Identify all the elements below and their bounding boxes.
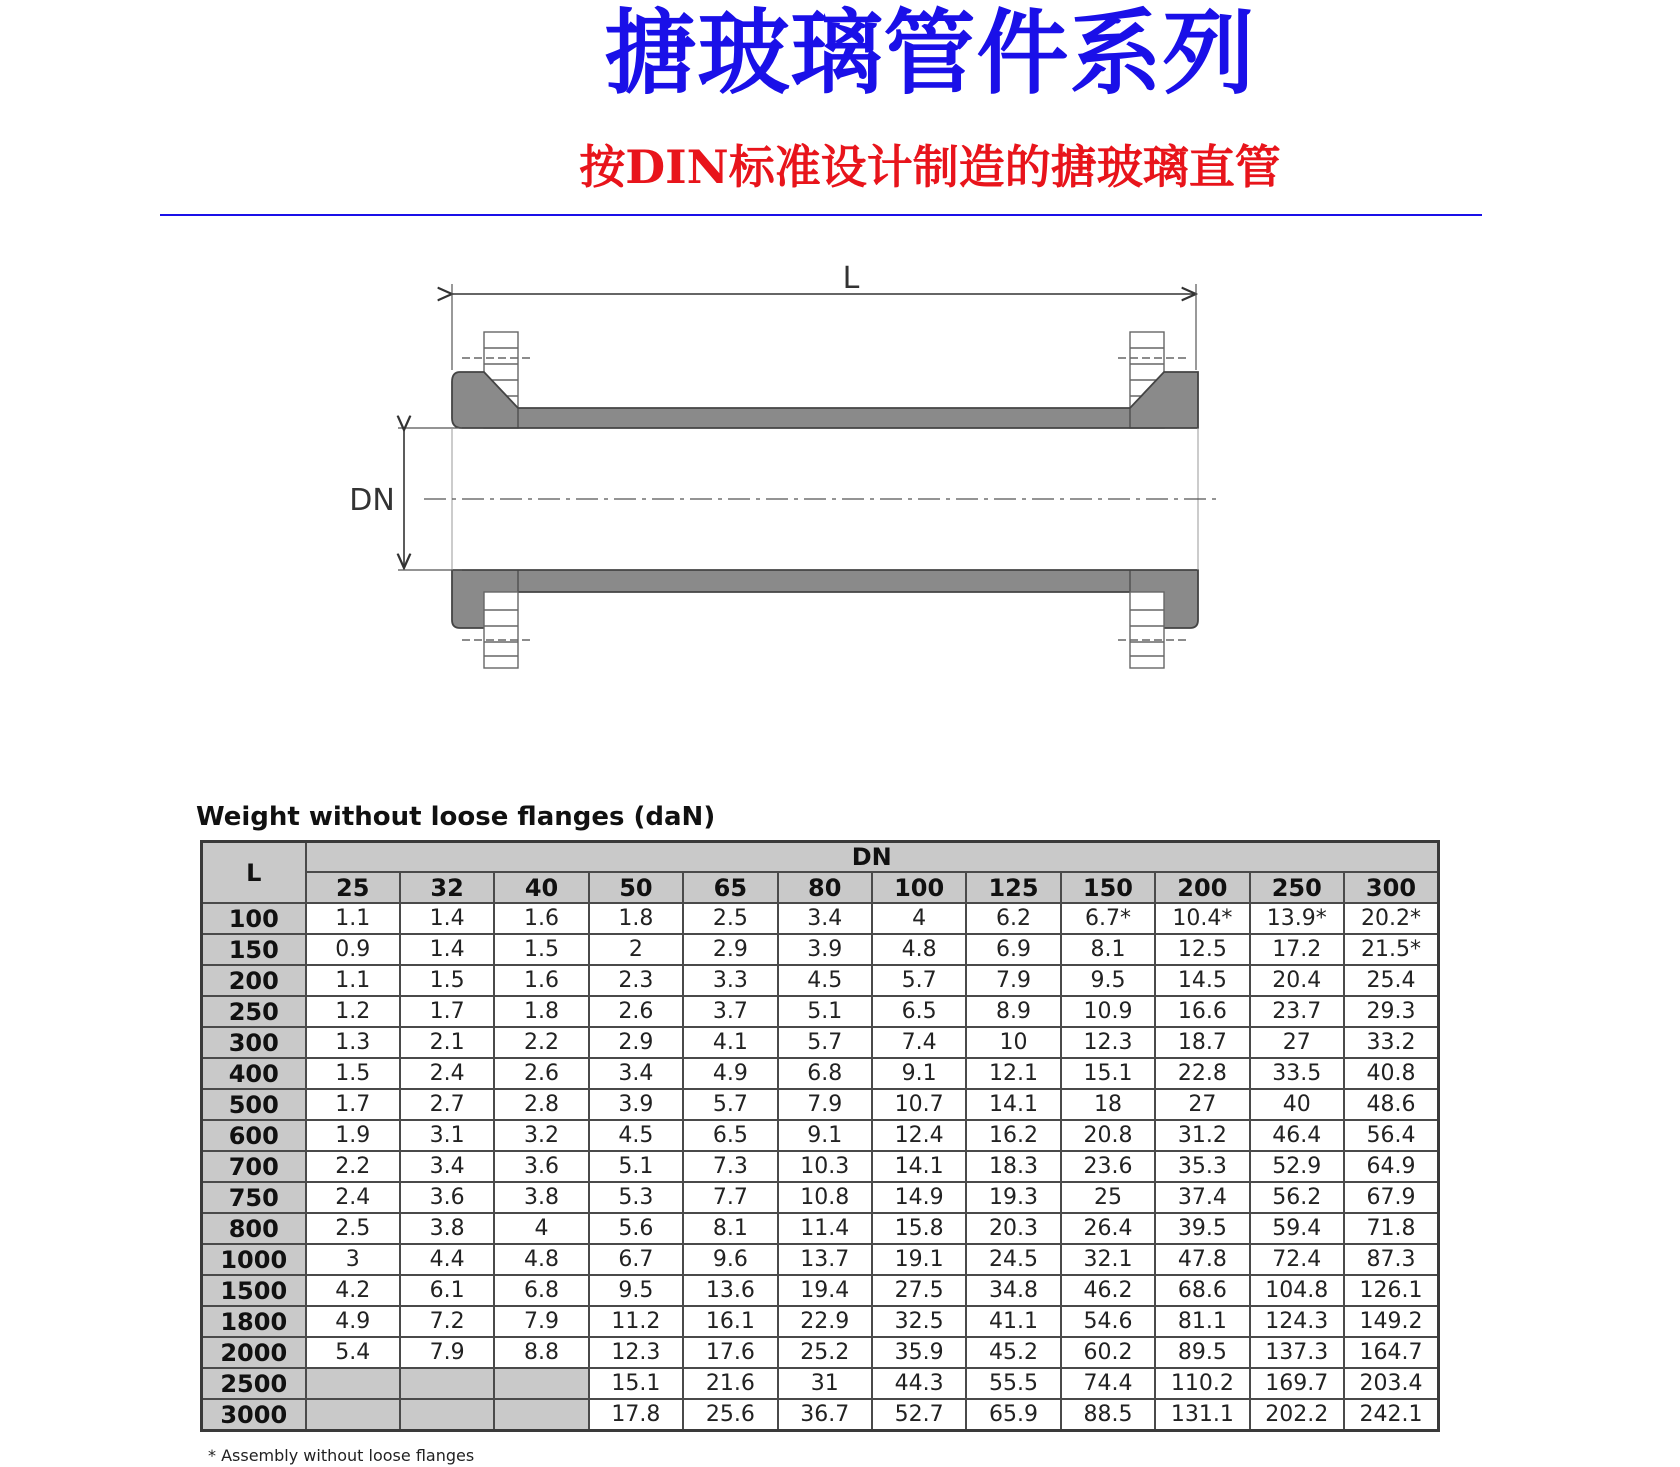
- table-row: [202, 965, 1439, 996]
- weight-cell: 10: [966, 1027, 1060, 1058]
- weight-cell: 46.2: [1061, 1275, 1155, 1306]
- weight-cell: 4.8: [494, 1244, 588, 1275]
- weight-cell: 2.8: [494, 1089, 588, 1120]
- weight-cell: 16.1: [683, 1306, 777, 1337]
- weight-cell: 67.9: [1344, 1182, 1439, 1213]
- weight-cell: 2.2: [306, 1151, 400, 1182]
- weight-cell: 16.6: [1155, 996, 1249, 1027]
- weight-cell: 54.6: [1061, 1306, 1155, 1337]
- weight-cell: 40.8: [1344, 1058, 1439, 1089]
- weight-cell: 3.4: [778, 903, 872, 934]
- weight-cell: 65.9: [966, 1399, 1060, 1431]
- weight-cell: 4: [494, 1213, 588, 1244]
- weight-cell: 2.1: [400, 1027, 494, 1058]
- weight-cell: 21.6: [683, 1368, 777, 1399]
- weight-cell: 4.5: [778, 965, 872, 996]
- weight-cell: 35.3: [1155, 1151, 1249, 1182]
- weight-cell: 6.7: [589, 1244, 683, 1275]
- weight-cell: 124.3: [1250, 1306, 1344, 1337]
- dn-column-header: 25: [306, 872, 400, 903]
- weight-cell: 6.1: [400, 1275, 494, 1306]
- row-length-cell: 1000: [202, 1244, 306, 1275]
- weight-cell: 1.9: [306, 1120, 400, 1151]
- row-length-cell: 750: [202, 1182, 306, 1213]
- weight-cell: 3.3: [683, 965, 777, 996]
- weight-cell: 14.9: [872, 1182, 966, 1213]
- weight-cell: 1.8: [589, 903, 683, 934]
- weight-cell: 7.2: [400, 1306, 494, 1337]
- weight-cell: 12.4: [872, 1120, 966, 1151]
- weight-cell: 25.2: [778, 1337, 872, 1368]
- weight-cell: 23.6: [1061, 1151, 1155, 1182]
- weight-cell: 88.5: [1061, 1399, 1155, 1431]
- weight-cell: 3.8: [400, 1213, 494, 1244]
- weight-cell: 5.6: [589, 1213, 683, 1244]
- table-row: [202, 1089, 1439, 1120]
- weight-cell: 71.8: [1344, 1213, 1439, 1244]
- weight-cell: 6.2: [966, 903, 1060, 934]
- weight-cell: 32.1: [1061, 1244, 1155, 1275]
- weight-cell: 10.3: [778, 1151, 872, 1182]
- weight-cell: 3.4: [400, 1151, 494, 1182]
- row-length-cell: 600: [202, 1120, 306, 1151]
- dn-column-header: 125: [966, 872, 1060, 903]
- weight-cell: 8.8: [494, 1337, 588, 1368]
- dn-column-headers: [202, 872, 1439, 903]
- empty-cell: [400, 1399, 494, 1431]
- row-length-cell: 2000: [202, 1337, 306, 1368]
- weight-cell: 18.7: [1155, 1027, 1249, 1058]
- weight-cell: 7.9: [966, 965, 1060, 996]
- weight-cell: 4.2: [306, 1275, 400, 1306]
- weight-cell: 18: [1061, 1089, 1155, 1120]
- weight-cell: 47.8: [1155, 1244, 1249, 1275]
- weight-cell: 33.5: [1250, 1058, 1344, 1089]
- table-row: [202, 1244, 1439, 1275]
- weight-cell: 2.5: [683, 903, 777, 934]
- row-length-cell: 800: [202, 1213, 306, 1244]
- page-title: 搪玻璃管件系列: [604, 0, 1256, 107]
- weight-cell: 1.4: [400, 934, 494, 965]
- weight-cell: 2.6: [494, 1058, 588, 1089]
- weight-cell: 2: [589, 934, 683, 965]
- dn-column-header: 50: [589, 872, 683, 903]
- weight-cell: 21.5*: [1344, 934, 1439, 965]
- row-length-cell: 1800: [202, 1306, 306, 1337]
- weight-cell: 3.1: [400, 1120, 494, 1151]
- weight-cell: 81.1: [1155, 1306, 1249, 1337]
- weight-cell: 44.3: [872, 1368, 966, 1399]
- weight-cell: 2.9: [683, 934, 777, 965]
- weight-cell: 27: [1250, 1027, 1344, 1058]
- weight-cell: 22.8: [1155, 1058, 1249, 1089]
- weight-cell: 4.9: [683, 1058, 777, 1089]
- weight-cell: 14.5: [1155, 965, 1249, 996]
- weight-cell: 4.5: [589, 1120, 683, 1151]
- weight-cell: 12.5: [1155, 934, 1249, 965]
- weight-cell: 5.7: [683, 1089, 777, 1120]
- weight-cell: 17.6: [683, 1337, 777, 1368]
- weight-cell: 2.5: [306, 1213, 400, 1244]
- table-caption: Weight without loose flanges (daN): [196, 802, 716, 832]
- table-row: [202, 934, 1439, 965]
- table-row: [202, 1337, 1439, 1368]
- empty-cell: [306, 1399, 400, 1431]
- weight-cell: 104.8: [1250, 1275, 1344, 1306]
- weight-cell: 2.9: [589, 1027, 683, 1058]
- empty-cell: [494, 1399, 588, 1431]
- weight-cell: 2.2: [494, 1027, 588, 1058]
- weight-cell: 4.8: [872, 934, 966, 965]
- weight-cell: 9.5: [1061, 965, 1155, 996]
- weight-cell: 1.2: [306, 996, 400, 1027]
- weight-cell: 14.1: [872, 1151, 966, 1182]
- dn-column-header: 80: [778, 872, 872, 903]
- weight-cell: 8.1: [683, 1213, 777, 1244]
- row-length-cell: 400: [202, 1058, 306, 1089]
- empty-cell: [494, 1368, 588, 1399]
- table-row: [202, 1368, 1439, 1399]
- table-row: [202, 1120, 1439, 1151]
- weight-cell: 37.4: [1155, 1182, 1249, 1213]
- weight-cell: 15.1: [1061, 1058, 1155, 1089]
- weight-cell: 19.1: [872, 1244, 966, 1275]
- weight-cell: 10.8: [778, 1182, 872, 1213]
- row-header-cell: L: [202, 842, 306, 904]
- dn-column-header: 250: [1250, 872, 1344, 903]
- weight-cell: 3: [306, 1244, 400, 1275]
- weight-cell: 7.9: [494, 1306, 588, 1337]
- dn-column-header: 150: [1061, 872, 1155, 903]
- weight-cell: 8.1: [1061, 934, 1155, 965]
- weight-table: [200, 840, 1440, 1432]
- weight-cell: 169.7: [1250, 1368, 1344, 1399]
- weight-cell: 26.4: [1061, 1213, 1155, 1244]
- weight-cell: 17.2: [1250, 934, 1344, 965]
- weight-cell: 4: [872, 903, 966, 934]
- weight-cell: 2.4: [306, 1182, 400, 1213]
- weight-cell: 72.4: [1250, 1244, 1344, 1275]
- weight-cell: 6.8: [778, 1058, 872, 1089]
- weight-cell: 52.7: [872, 1399, 966, 1431]
- weight-cell: 25.6: [683, 1399, 777, 1431]
- diameter-label: DN: [349, 483, 395, 518]
- weight-cell: 56.2: [1250, 1182, 1344, 1213]
- weight-cell: 19.3: [966, 1182, 1060, 1213]
- weight-cell: 59.4: [1250, 1213, 1344, 1244]
- weight-cell: 12.3: [1061, 1027, 1155, 1058]
- weight-cell: 7.3: [683, 1151, 777, 1182]
- weight-cell: 8.9: [966, 996, 1060, 1027]
- weight-cell: 19.4: [778, 1275, 872, 1306]
- length-label: L: [842, 261, 860, 296]
- weight-cell: 10.4*: [1155, 903, 1249, 934]
- weight-cell: 33.2: [1344, 1027, 1439, 1058]
- empty-cell: [400, 1368, 494, 1399]
- weight-cell: 202.2: [1250, 1399, 1344, 1431]
- weight-cell: 46.4: [1250, 1120, 1344, 1151]
- weight-cell: 25.4: [1344, 965, 1439, 996]
- weight-cell: 5.1: [589, 1151, 683, 1182]
- weight-cell: 9.5: [589, 1275, 683, 1306]
- weight-cell: 1.3: [306, 1027, 400, 1058]
- weight-cell: 48.6: [1344, 1089, 1439, 1120]
- weight-cell: 5.7: [872, 965, 966, 996]
- page-subtitle: 按DIN标准设计制造的搪玻璃直管: [579, 140, 1281, 194]
- weight-cell: 45.2: [966, 1337, 1060, 1368]
- table-row: [202, 1058, 1439, 1089]
- table-row: [202, 1151, 1439, 1182]
- weight-cell: 5.7: [778, 1027, 872, 1058]
- dn-column-header: 200: [1155, 872, 1249, 903]
- weight-cell: 7.7: [683, 1182, 777, 1213]
- row-length-cell: 1500: [202, 1275, 306, 1306]
- weight-cell: 5.1: [778, 996, 872, 1027]
- weight-cell: 1.5: [494, 934, 588, 965]
- weight-cell: 2.6: [589, 996, 683, 1027]
- weight-cell: 13.9*: [1250, 903, 1344, 934]
- weight-cell: 31: [778, 1368, 872, 1399]
- weight-cell: 6.9: [966, 934, 1060, 965]
- weight-cell: 10.9: [1061, 996, 1155, 1027]
- weight-cell: 4.9: [306, 1306, 400, 1337]
- weight-cell: 1.6: [494, 903, 588, 934]
- weight-cell: 27.5: [872, 1275, 966, 1306]
- weight-cell: 3.4: [589, 1058, 683, 1089]
- dn-column-header: 40: [494, 872, 588, 903]
- weight-cell: 36.7: [778, 1399, 872, 1431]
- weight-cell: 203.4: [1344, 1368, 1439, 1399]
- weight-cell: 0.9: [306, 934, 400, 965]
- weight-cell: 2.7: [400, 1089, 494, 1120]
- weight-cell: 3.9: [778, 934, 872, 965]
- table-row: [202, 1399, 1439, 1431]
- weight-cell: 15.1: [589, 1368, 683, 1399]
- row-length-cell: 500: [202, 1089, 306, 1120]
- weight-cell: 16.2: [966, 1120, 1060, 1151]
- weight-cell: 15.8: [872, 1213, 966, 1244]
- weight-cell: 11.4: [778, 1213, 872, 1244]
- weight-cell: 23.7: [1250, 996, 1344, 1027]
- weight-cell: 20.3: [966, 1213, 1060, 1244]
- weight-cell: 56.4: [1344, 1120, 1439, 1151]
- weight-cell: 55.5: [966, 1368, 1060, 1399]
- weight-cell: 10.7: [872, 1089, 966, 1120]
- weight-cell: 89.5: [1155, 1337, 1249, 1368]
- weight-cell: 64.9: [1344, 1151, 1439, 1182]
- table-row: [202, 1275, 1439, 1306]
- weight-cell: 20.8: [1061, 1120, 1155, 1151]
- weight-cell: 4.4: [400, 1244, 494, 1275]
- row-length-cell: 700: [202, 1151, 306, 1182]
- weight-cell: 11.2: [589, 1306, 683, 1337]
- weight-cell: 1.7: [306, 1089, 400, 1120]
- weight-cell: 40: [1250, 1089, 1344, 1120]
- weight-cell: 7.4: [872, 1027, 966, 1058]
- top-pipe-wall: [452, 372, 1198, 428]
- weight-cell: 1.1: [306, 965, 400, 996]
- weight-cell: 13.6: [683, 1275, 777, 1306]
- weight-cell: 164.7: [1344, 1337, 1439, 1368]
- weight-cell: 4.1: [683, 1027, 777, 1058]
- weight-cell: 1.6: [494, 965, 588, 996]
- weight-cell: 126.1: [1344, 1275, 1439, 1306]
- weight-cell: 74.4: [1061, 1368, 1155, 1399]
- weight-cell: 1.5: [400, 965, 494, 996]
- weight-cell: 6.5: [872, 996, 966, 1027]
- weight-cell: 3.7: [683, 996, 777, 1027]
- weight-cell: 137.3: [1250, 1337, 1344, 1368]
- weight-cell: 7.9: [778, 1089, 872, 1120]
- row-length-cell: 150: [202, 934, 306, 965]
- weight-cell: 17.8: [589, 1399, 683, 1431]
- weight-cell: 131.1: [1155, 1399, 1249, 1431]
- weight-cell: 149.2: [1344, 1306, 1439, 1337]
- table-row: [202, 996, 1439, 1027]
- weight-cell: 35.9: [872, 1337, 966, 1368]
- weight-cell: 25: [1061, 1182, 1155, 1213]
- weight-cell: 2.3: [589, 965, 683, 996]
- weight-cell: 5.3: [589, 1182, 683, 1213]
- table-footnote: * Assembly without loose flanges: [208, 1446, 475, 1465]
- weight-cell: 9.1: [872, 1058, 966, 1089]
- weight-cell: 12.1: [966, 1058, 1060, 1089]
- table-row: [202, 903, 1439, 934]
- weight-cell: 31.2: [1155, 1120, 1249, 1151]
- table-body: [202, 903, 1439, 1431]
- dn-column-header: 65: [683, 872, 777, 903]
- weight-cell: 13.7: [778, 1244, 872, 1275]
- table-row: [202, 1213, 1439, 1244]
- weight-cell: 60.2: [1061, 1337, 1155, 1368]
- weight-cell: 41.1: [966, 1306, 1060, 1337]
- dn-column-header: 100: [872, 872, 966, 903]
- weight-cell: 39.5: [1155, 1213, 1249, 1244]
- weight-cell: 34.8: [966, 1275, 1060, 1306]
- weight-cell: 3.9: [589, 1089, 683, 1120]
- weight-cell: 2.4: [400, 1058, 494, 1089]
- weight-cell: 1.8: [494, 996, 588, 1027]
- dn-column-header: 32: [400, 872, 494, 903]
- weight-cell: 1.1: [306, 903, 400, 934]
- weight-cell: 1.7: [400, 996, 494, 1027]
- weight-cell: 9.1: [778, 1120, 872, 1151]
- weight-cell: 6.5: [683, 1120, 777, 1151]
- table-row: [202, 1306, 1439, 1337]
- weight-cell: 29.3: [1344, 996, 1439, 1027]
- row-length-cell: 100: [202, 903, 306, 934]
- row-length-cell: 200: [202, 965, 306, 996]
- dn-group-header: DN: [306, 842, 1439, 873]
- weight-cell: 87.3: [1344, 1244, 1439, 1275]
- weight-cell: 27: [1155, 1089, 1249, 1120]
- weight-cell: 3.6: [400, 1182, 494, 1213]
- weight-cell: 5.4: [306, 1337, 400, 1368]
- row-length-cell: 2500: [202, 1368, 306, 1399]
- weight-cell: 32.5: [872, 1306, 966, 1337]
- weight-cell: 3.6: [494, 1151, 588, 1182]
- weight-cell: 1.4: [400, 903, 494, 934]
- weight-cell: 3.2: [494, 1120, 588, 1151]
- empty-cell: [306, 1368, 400, 1399]
- weight-cell: 7.9: [400, 1337, 494, 1368]
- dn-column-header: 300: [1344, 872, 1439, 903]
- weight-cell: 14.1: [966, 1089, 1060, 1120]
- weight-cell: 3.8: [494, 1182, 588, 1213]
- weight-cell: 20.2*: [1344, 903, 1439, 934]
- weight-cell: 12.3: [589, 1337, 683, 1368]
- weight-cell: 52.9: [1250, 1151, 1344, 1182]
- weight-cell: 68.6: [1155, 1275, 1249, 1306]
- row-length-cell: 250: [202, 996, 306, 1027]
- weight-cell: 18.3: [966, 1151, 1060, 1182]
- weight-cell: 242.1: [1344, 1399, 1439, 1431]
- weight-cell: 1.5: [306, 1058, 400, 1089]
- row-length-cell: 300: [202, 1027, 306, 1058]
- weight-cell: 20.4: [1250, 965, 1344, 996]
- weight-cell: 22.9: [778, 1306, 872, 1337]
- weight-cell: 6.8: [494, 1275, 588, 1306]
- weight-cell: 6.7*: [1061, 903, 1155, 934]
- weight-cell: 9.6: [683, 1244, 777, 1275]
- table-row: [202, 1027, 1439, 1058]
- row-length-cell: 3000: [202, 1399, 306, 1431]
- weight-cell: 110.2: [1155, 1368, 1249, 1399]
- weight-cell: 24.5: [966, 1244, 1060, 1275]
- bottom-pipe-wall: [452, 570, 1198, 628]
- table-row: [202, 1182, 1439, 1213]
